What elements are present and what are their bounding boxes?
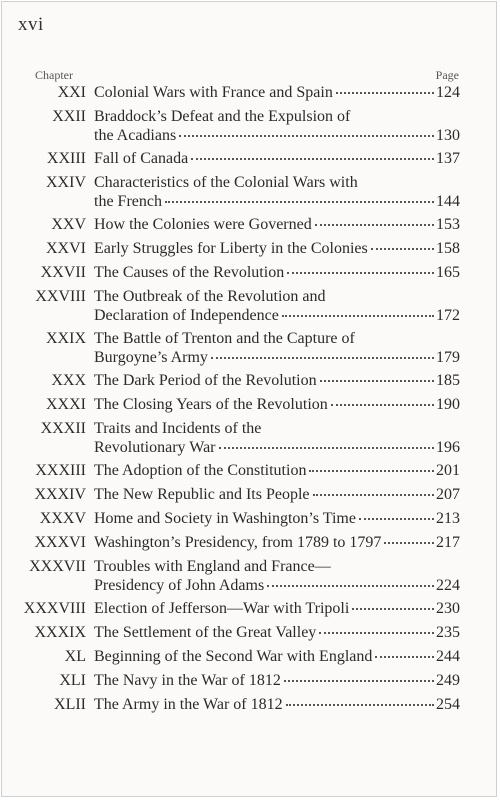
- chapter-title-last-line: [94, 647, 460, 666]
- page-reference: 249: [436, 672, 460, 689]
- page-reference: 130: [436, 127, 460, 144]
- page-reference: 158: [436, 240, 460, 257]
- chapter-title-line: Fall of Canada: [94, 150, 189, 167]
- chapter-number: XXI: [57, 84, 86, 101]
- chapter-number: XXII: [52, 108, 86, 125]
- page-column-header: Page: [435, 68, 459, 82]
- chapter-title-line: Election of Jefferson—War with Tripoli: [94, 600, 350, 617]
- chapter-title-line: Revolutionary War: [94, 439, 216, 456]
- chapter-title-line: the Acadians: [94, 127, 177, 144]
- chapter-title-line: the French: [94, 193, 162, 210]
- page-reference: 179: [436, 349, 460, 366]
- chapter-title: [94, 509, 460, 528]
- chapter-number: XXXV: [39, 510, 86, 527]
- chapter-title-last-line: [94, 533, 460, 552]
- chapter-number: XL: [64, 648, 86, 665]
- chapter-number: XXXVI: [34, 534, 86, 551]
- chapter-title-last-line: [94, 215, 460, 234]
- toc-entry: [20, 263, 460, 282]
- chapter-title-line: The Adoption of the Constitution: [94, 462, 307, 479]
- chapter-column-header: Chapter: [35, 68, 73, 82]
- toc-entry: [20, 287, 460, 325]
- chapter-title-line: Braddock’s Defeat and the Expulsion of: [94, 108, 351, 125]
- toc-entry: [20, 623, 460, 642]
- dot-leader: [286, 704, 434, 706]
- page-reference: 235: [436, 624, 460, 641]
- dot-leader: [282, 315, 434, 317]
- chapter-number: XXXII: [40, 420, 86, 437]
- chapter-number: XXXIX: [34, 624, 86, 641]
- page-reference: 144: [436, 193, 460, 210]
- chapter-title-last-line: [94, 192, 460, 211]
- chapter-number: XXVI: [46, 240, 86, 257]
- toc-entry: [20, 107, 460, 145]
- page-reference: 124: [436, 84, 460, 101]
- toc-entry: [20, 83, 460, 102]
- chapter-title-line: Troubles with England and France—: [94, 558, 331, 575]
- chapter-title-last-line: [94, 671, 460, 690]
- dot-leader: [165, 201, 434, 203]
- dot-leader: [191, 158, 434, 160]
- chapter-title: [94, 329, 460, 367]
- chapter-title-line: Presidency of John Adams: [94, 577, 265, 594]
- toc-entry: [20, 509, 460, 528]
- chapter-title-last-line: [94, 239, 460, 258]
- chapter-title: [94, 647, 460, 666]
- dot-leader: [309, 470, 434, 472]
- page-reference: 137: [436, 150, 460, 167]
- chapter-title-last-line: [94, 576, 460, 595]
- page-reference: 196: [436, 439, 460, 456]
- chapter-title: [94, 419, 460, 457]
- chapter-number: XXXIV: [34, 486, 86, 503]
- chapter-title-last-line: [94, 485, 460, 504]
- chapter-title-line: The Closing Years of the Revolution: [94, 396, 328, 413]
- chapter-title: [94, 149, 460, 168]
- chapter-title: [94, 485, 460, 504]
- chapter-number: XXIV: [46, 174, 86, 191]
- toc-entry: [20, 419, 460, 457]
- page-reference: 190: [436, 396, 460, 413]
- chapter-title: [94, 371, 460, 390]
- page-reference: 217: [436, 534, 460, 551]
- toc-entry: [20, 239, 460, 258]
- chapter-title-line: The Battle of Trenton and the Capture of: [94, 330, 355, 347]
- dot-leader: [211, 357, 434, 359]
- chapter-title-last-line: [94, 371, 460, 390]
- page-reference: 244: [436, 648, 460, 665]
- dot-leader: [359, 518, 434, 520]
- toc-entry: [20, 599, 460, 618]
- chapter-number: XXV: [51, 216, 86, 233]
- dot-leader: [287, 272, 434, 274]
- chapter-title-last-line: [94, 263, 460, 282]
- chapter-number: XXXIII: [35, 462, 86, 479]
- chapter-title: [94, 395, 460, 414]
- dot-leader: [336, 92, 434, 94]
- chapter-title: [94, 533, 460, 552]
- page-reference: 172: [436, 307, 460, 324]
- page-reference: 254: [436, 696, 460, 713]
- toc-entry: [20, 149, 460, 168]
- page-reference: 185: [436, 372, 460, 389]
- chapter-number: XXIII: [46, 150, 86, 167]
- page-reference: 165: [436, 264, 460, 281]
- toc-entry: [20, 533, 460, 552]
- chapter-title-line: The Settlement of the Great Valley: [94, 624, 317, 641]
- chapter-number: XLI: [59, 672, 86, 689]
- chapter-title-last-line: [94, 395, 460, 414]
- chapter-title-last-line: [94, 509, 460, 528]
- toc-entry: [20, 695, 460, 714]
- chapter-title-line: Home and Society in Washington’s Time: [94, 510, 356, 527]
- chapter-title-line: Characteristics of the Colonial Wars with: [94, 174, 358, 191]
- chapter-title: [94, 83, 460, 102]
- dot-leader: [315, 224, 434, 226]
- chapter-title-line: How the Colonies were Governed: [94, 216, 312, 233]
- toc-entry: [20, 215, 460, 234]
- chapter-title-line: The Navy in the War of 1812: [94, 672, 281, 689]
- chapter-title: [94, 263, 460, 282]
- dot-leader: [320, 380, 434, 382]
- dot-leader: [371, 248, 434, 250]
- chapter-title-line: Traits and Incidents of the: [94, 420, 262, 437]
- toc-entry: [20, 395, 460, 414]
- chapter-number: XXVIII: [35, 288, 86, 305]
- chapter-title-line: Washington’s Presidency, from 1789 to 1797: [94, 534, 382, 551]
- chapter-title-last-line: [94, 438, 460, 457]
- chapter-title-last-line: [94, 149, 460, 168]
- table-of-contents: [20, 80, 460, 714]
- chapter-title: [94, 173, 460, 211]
- chapter-number: XXXVIII: [23, 600, 86, 617]
- chapter-title-line: The Outbreak of the Revolution and: [94, 288, 326, 305]
- chapter-number: XXX: [51, 372, 86, 389]
- dot-leader: [352, 608, 434, 610]
- chapter-title-line: Colonial Wars with France and Spain: [94, 84, 333, 101]
- toc-entry: [20, 371, 460, 390]
- chapter-title-last-line: [94, 599, 460, 618]
- chapter-title-last-line: [94, 126, 460, 145]
- chapter-title: [94, 461, 460, 480]
- chapter-title-last-line: [94, 695, 460, 714]
- chapter-title-line: Burgoyne’s Army: [94, 349, 208, 366]
- chapter-title-line: The Causes of the Revolution: [94, 264, 285, 281]
- chapter-number: XXXVII: [29, 558, 86, 575]
- page-reference: 201: [436, 462, 460, 479]
- chapter-title: [94, 671, 460, 690]
- toc-entry: [20, 461, 460, 480]
- chapter-title-line: The Dark Period of the Revolution: [94, 372, 317, 389]
- page-reference: 153: [436, 216, 460, 233]
- chapter-title: [94, 695, 460, 714]
- toc-entry: [20, 647, 460, 666]
- chapter-title-last-line: [94, 348, 460, 367]
- toc-entry: [20, 329, 460, 367]
- dot-leader: [375, 656, 434, 658]
- chapter-title: [94, 557, 460, 595]
- chapter-title-last-line: [94, 461, 460, 480]
- toc-entry: [20, 557, 460, 595]
- dot-leader: [267, 585, 434, 587]
- chapter-number: XXXI: [46, 396, 86, 413]
- dot-leader: [219, 447, 435, 449]
- chapter-number: XLII: [54, 696, 86, 713]
- chapter-title: [94, 107, 460, 145]
- chapter-title-last-line: [94, 83, 460, 102]
- dot-leader: [319, 632, 434, 634]
- toc-entry: [20, 485, 460, 504]
- chapter-number: XXIX: [46, 330, 86, 347]
- chapter-title-line: The Army in the War of 1812: [94, 696, 283, 713]
- chapter-title: [94, 215, 460, 234]
- dot-leader: [284, 680, 434, 682]
- dot-leader: [179, 135, 434, 137]
- chapter-title-line: The New Republic and Its People: [94, 486, 310, 503]
- page-reference: 230: [436, 600, 460, 617]
- chapter-title: [94, 599, 460, 618]
- dot-leader: [313, 494, 435, 496]
- chapter-title-line: Early Struggles for Liberty in the Colonies: [94, 240, 368, 257]
- page-reference: 224: [436, 577, 460, 594]
- toc-entry: [20, 671, 460, 690]
- chapter-title-last-line: [94, 623, 460, 642]
- page-number: xvi: [18, 14, 44, 35]
- page-reference: 207: [436, 486, 460, 503]
- chapter-number: XXVII: [40, 264, 86, 281]
- dot-leader: [384, 542, 434, 544]
- chapter-title-line: Declaration of Independence: [94, 307, 279, 324]
- chapter-title: [94, 287, 460, 325]
- page-reference: 213: [436, 510, 460, 527]
- chapter-title-last-line: [94, 306, 460, 325]
- dot-leader: [331, 404, 434, 406]
- toc-entry: [20, 173, 460, 211]
- chapter-title: [94, 623, 460, 642]
- book-page: [1, 1, 497, 797]
- chapter-title: [94, 239, 460, 258]
- chapter-title-line: Beginning of the Second War with England: [94, 648, 373, 665]
